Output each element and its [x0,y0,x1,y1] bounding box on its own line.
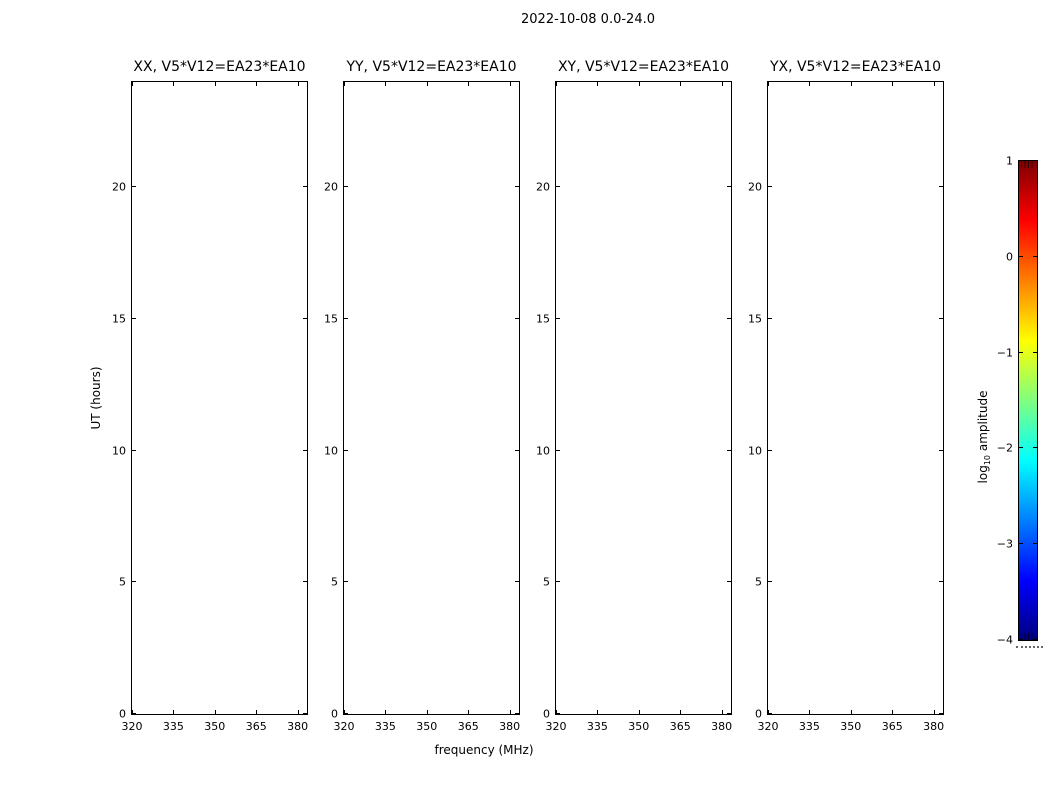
y-tick-mark [727,318,731,319]
x-tick-label: 320 [333,720,355,733]
y-tick-mark [344,713,348,714]
y-tick-mark [556,186,560,187]
y-tick-label: 15 [112,312,126,326]
colorbar [996,154,1038,647]
colorbar-tick-mark [1033,352,1037,353]
x-tick-mark [173,82,174,86]
y-tick-label: 20 [112,180,126,194]
y-tick-mark [515,186,519,187]
x-tick-mark [722,710,723,714]
x-tick-mark [132,82,133,86]
y-tick-label: 15 [748,312,762,326]
x-tick-label: 320 [757,720,779,733]
colorbar-axis-label [976,391,992,484]
colorbar-comb-top [1021,161,1035,168]
x-tick-mark [851,710,852,714]
colorbar-tick-mark [1019,352,1023,353]
x-tick-mark [892,710,893,714]
x-tick-mark [385,710,386,714]
y-tick-mark [515,581,519,582]
y-tick-mark [939,318,943,319]
x-tick-label: 320 [545,720,567,733]
colorbar-tick-mark [1033,256,1037,257]
colorbar-dotted-edge [1016,646,1043,648]
y-tick-mark [132,581,136,582]
y-tick-label: 15 [324,312,338,326]
subplot [748,59,945,733]
x-tick-label: 335 [162,720,184,733]
x-tick-label: 335 [798,720,820,733]
x-tick-mark [468,710,469,714]
x-tick-label: 365 [457,720,479,733]
y-tick-label: 0 [543,707,550,721]
y-tick-mark [727,450,731,451]
colorbar-label-suffix: amplitude [975,390,990,452]
subplot-row [112,59,945,733]
x-tick-mark [468,82,469,86]
colorbar-label-prefix: log [975,465,990,484]
x-tick-mark [851,82,852,86]
y-tick-mark [939,450,943,451]
x-tick-label: 380 [923,720,945,733]
y-tick-label: 0 [119,707,126,721]
x-tick-label: 350 [628,720,650,733]
x-tick-mark [385,82,386,86]
plot-area [748,81,945,733]
x-tick-label: 380 [711,720,733,733]
x-tick-mark [597,82,598,86]
x-tick-label: 365 [669,720,691,733]
x-tick-mark [680,82,681,86]
colorbar-tick-label: −2 [996,441,1013,455]
y-tick-mark [132,318,136,319]
x-tick-mark [809,82,810,86]
y-tick-mark [303,713,307,714]
plot-area [112,81,309,733]
x-tick-mark [298,82,299,86]
subplot-title: XY, V5*V12=EA23*EA10 [557,59,730,75]
x-tick-mark [680,710,681,714]
y-tick-label: 5 [543,575,550,589]
y-tick-mark [768,581,772,582]
x-tick-mark [215,82,216,86]
figure-title: 2022-10-08 0.0-24.0 [521,12,655,27]
y-tick-mark [556,713,560,714]
x-tick-mark [256,710,257,714]
x-tick-mark [427,82,428,86]
x-tick-mark [768,82,769,86]
colorbar-tick-mark [1033,543,1037,544]
y-tick-mark [727,581,731,582]
y-tick-mark [303,318,307,319]
x-tick-mark [597,710,598,714]
x-tick-mark [639,82,640,86]
y-tick-mark [556,450,560,451]
x-tick-mark [427,710,428,714]
colorbar-tick-label: −1 [996,346,1013,360]
y-tick-label: 15 [536,312,550,326]
colorbar-tick-mark [1019,160,1023,161]
y-tick-mark [132,450,136,451]
subplot [324,59,521,733]
x-tick-mark [344,82,345,86]
plot-area [536,81,733,733]
y-tick-mark [556,581,560,582]
y-tick-mark [939,186,943,187]
x-tick-mark [298,710,299,714]
x-tick-mark [934,710,935,714]
x-tick-label: 320 [121,720,143,733]
colorbar-tick-mark [1019,256,1023,257]
x-tick-label: 365 [245,720,267,733]
y-tick-mark [303,450,307,451]
colorbar-tick-mark [1019,639,1023,640]
y-tick-mark [303,186,307,187]
y-tick-mark [132,186,136,187]
y-tick-label: 10 [536,444,550,458]
x-tick-label: 350 [840,720,862,733]
x-tick-label: 335 [374,720,396,733]
colorbar-tick-mark [1033,447,1037,448]
colorbar-tick-label: −4 [996,633,1013,647]
x-tick-mark [556,82,557,86]
plot-area [324,81,521,733]
y-tick-mark [344,318,348,319]
x-tick-mark [639,710,640,714]
x-tick-mark [256,82,257,86]
y-tick-mark [515,450,519,451]
y-tick-label: 10 [324,444,338,458]
y-tick-label: 5 [755,575,762,589]
y-tick-label: 5 [119,575,126,589]
colorbar-tick-mark [1019,447,1023,448]
colorbar-tick-mark [1033,160,1037,161]
y-tick-mark [768,318,772,319]
colorbar-tick-label: −3 [996,537,1013,551]
y-tick-mark [515,713,519,714]
y-tick-label: 20 [324,180,338,194]
subplot-title: YY, V5*V12=EA23*EA10 [346,59,517,75]
x-tick-label: 350 [416,720,438,733]
y-tick-mark [768,186,772,187]
x-tick-mark [892,82,893,86]
colorbar-tick-mark [1033,639,1037,640]
y-tick-mark [727,186,731,187]
x-tick-label: 380 [287,720,309,733]
y-tick-label: 0 [755,707,762,721]
y-tick-mark [344,450,348,451]
x-tick-mark [173,710,174,714]
y-tick-label: 5 [331,575,338,589]
x-tick-mark [510,710,511,714]
x-tick-mark [934,82,935,86]
colorbar-label-subscript: 10 [983,454,993,466]
y-tick-mark [768,450,772,451]
x-tick-label: 335 [586,720,608,733]
y-tick-mark [515,318,519,319]
x-tick-mark [215,710,216,714]
y-tick-label: 10 [112,444,126,458]
x-tick-mark [722,82,723,86]
y-tick-mark [344,186,348,187]
x-tick-label: 350 [204,720,226,733]
subplot-title: XX, V5*V12=EA23*EA10 [133,59,306,75]
y-tick-mark [727,713,731,714]
colorbar-tick-label: 0 [1006,250,1013,264]
subplot-title: YX, V5*V12=EA23*EA10 [769,59,942,75]
x-tick-mark [510,82,511,86]
colorbar-tick-mark [1019,543,1023,544]
y-tick-label: 20 [748,180,762,194]
y-tick-mark [344,581,348,582]
x-axis-label: frequency (MHz) [434,743,534,757]
colorbar-gradient [996,154,1038,647]
x-tick-label: 380 [499,720,521,733]
y-tick-mark [768,713,772,714]
x-tick-mark [809,710,810,714]
subplot [112,59,309,733]
x-tick-label: 365 [881,720,903,733]
y-tick-mark [132,713,136,714]
y-tick-mark [303,581,307,582]
y-tick-mark [939,713,943,714]
y-tick-label: 10 [748,444,762,458]
subplot [536,59,733,733]
y-tick-mark [939,581,943,582]
y-tick-label: 0 [331,707,338,721]
y-tick-mark [556,318,560,319]
colorbar-tick-label: 1 [1006,154,1013,168]
y-axis-label: UT (hours) [89,366,103,430]
y-tick-label: 20 [536,180,550,194]
